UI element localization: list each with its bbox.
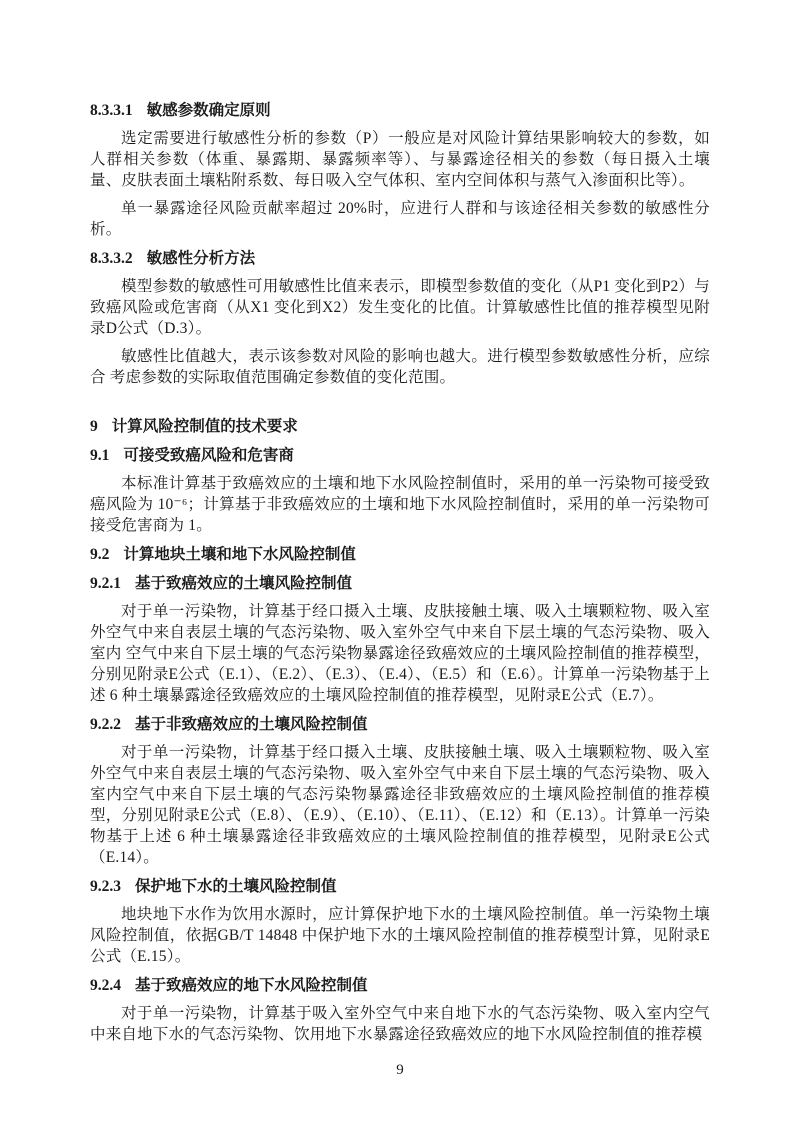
section-9-1	[90, 445, 710, 536]
section-9-2-3	[90, 876, 710, 967]
chapter-number: 9	[90, 418, 98, 435]
section-number: 9.2.1	[90, 575, 121, 592]
paragraph: 对于单一污染物，计算基于经口摄入土壤、皮肤接触土壤、吸入土壤颗粒物、吸入室外空气中来自表层土壤的气态污染物、吸入室外空气中来自下层土壤的气态污染物、吸入室内 空气中来自下层土壤的气态污染物暴露途径致癌效应的土壤风险控制值的推荐模型，分别见附录E公式（E.1）、（E.2）、（E.3）、（E.4）、（E.5）和（E.6）。计算单一污染物基于上述 6 种土壤暴露途径致癌效应的土壤风险控制值的推荐模型，见附录E公式（E.7）。	[90, 603, 710, 704]
section-number: 8.3.3.2	[90, 250, 133, 267]
paragraph: 对于单一污染物，计算基于吸入室外空气中来自地下水的气态污染物、吸入室内空气中来自地下水的气态污染物、饮用地下水暴露途径致癌效应的地下水风险控制值的推荐模	[90, 1005, 710, 1043]
chapter-heading	[90, 416, 710, 437]
section-number: 9.2	[90, 546, 110, 563]
section-9-2-2	[90, 714, 710, 868]
paragraph: 对于单一污染物，计算基于经口摄入土壤、皮肤接触土壤、吸入土壤颗粒物、吸入室外空气中来自表层土壤的气态污染物、吸入室外空气中来自下层土壤的气态污染物、吸入室内空气中来自下层土壤的气态污染物暴露途径非致癌效应的土壤风险控制值的推荐模型，分别见附录E公式（E.8）、（E.9）、（E.10）、（E.11）、（E.12）和（E.13）。计算单一污染物基于上述 6 种土壤暴露途径非致癌效应的土壤风险控制值的推荐模型，见附录E公式（E.14）。	[90, 744, 710, 866]
section-8-3-3-2	[90, 248, 710, 388]
section-9-2	[90, 544, 710, 565]
section-heading	[90, 445, 710, 466]
section-heading	[90, 100, 710, 121]
section-9	[90, 416, 710, 437]
paragraph: 模型参数的敏感性可用敏感性比值来表示，即模型参数值的变化（从P1 变化到P2）与致癌风险或危害商（从X1 变化到X2）发生变化的比值。计算敏感性比值的推荐模型见附录D公式（D.3）。	[90, 278, 710, 337]
chapter-title: 计算风险控制值的技术要求	[111, 418, 298, 435]
section-title: 计算地块土壤和地下水风险控制值	[123, 546, 356, 563]
section-number: 9.2.3	[90, 878, 121, 895]
section-heading	[90, 714, 710, 735]
section-title: 保护地下水的土壤风险控制值	[135, 878, 337, 895]
section-9-2-4	[90, 975, 710, 1045]
section-9-2-1	[90, 573, 710, 706]
section-number: 9.1	[90, 447, 110, 464]
section-heading	[90, 876, 710, 897]
paragraph: 本标准计算基于致癌效应的土壤和地下水风险控制值时，采用的单一污染物可接受致癌风险为 10⁻⁶；计算基于非致癌效应的土壤和地下水风险控制值时，采用的单一污染物可接受危害商为 1。	[90, 475, 710, 534]
paragraph: 敏感性比值越大，表示该参数对风险的影响也越大。进行模型参数敏感性分析，应综合 考虑参数的实际取值范围确定参数值的变化范围。	[90, 348, 710, 386]
document-content	[90, 100, 710, 1045]
section-title: 敏感参数确定原则	[146, 102, 271, 119]
section-title: 基于非致癌效应的土壤风险控制值	[135, 716, 368, 733]
paragraph: 选定需要进行敏感性分析的参数（P）一般应是对风险计算结果影响较大的参数，如人群相关参数（体重、暴露期、暴露频率等）、与暴露途径相关的参数（每日摄入土壤量、皮肤表面土壤粘附系数、每日吸入空气体积、室内空间体积与蒸气入渗面积比等）。	[90, 130, 710, 189]
page-number: 9	[396, 1062, 404, 1078]
paragraph: 单一暴露途径风险贡献率超过 20%时，应进行人群和与该途径相关参数的敏感性分析。	[90, 200, 710, 238]
section-title: 敏感性分析方法	[146, 250, 256, 267]
section-title: 可接受致癌风险和危害商	[123, 447, 294, 464]
section-title: 基于致癌效应的土壤风险控制值	[135, 575, 353, 592]
section-8-3-3-1	[90, 100, 710, 240]
section-heading	[90, 573, 710, 594]
section-title: 基于致癌效应的地下水风险控制值	[135, 977, 368, 994]
section-number: 9.2.4	[90, 977, 121, 994]
section-heading	[90, 975, 710, 996]
paragraph: 地块地下水作为饮用水源时，应计算保护地下水的土壤风险控制值。单一污染物土壤风险控制值，依据GB/T 14848 中保护地下水的土壤风险控制值的推荐模型计算，见附录E公式（E.15）。	[90, 906, 710, 965]
section-heading	[90, 248, 710, 269]
section-number: 8.3.3.1	[90, 102, 133, 119]
section-number: 9.2.2	[90, 716, 121, 733]
section-heading	[90, 544, 710, 565]
